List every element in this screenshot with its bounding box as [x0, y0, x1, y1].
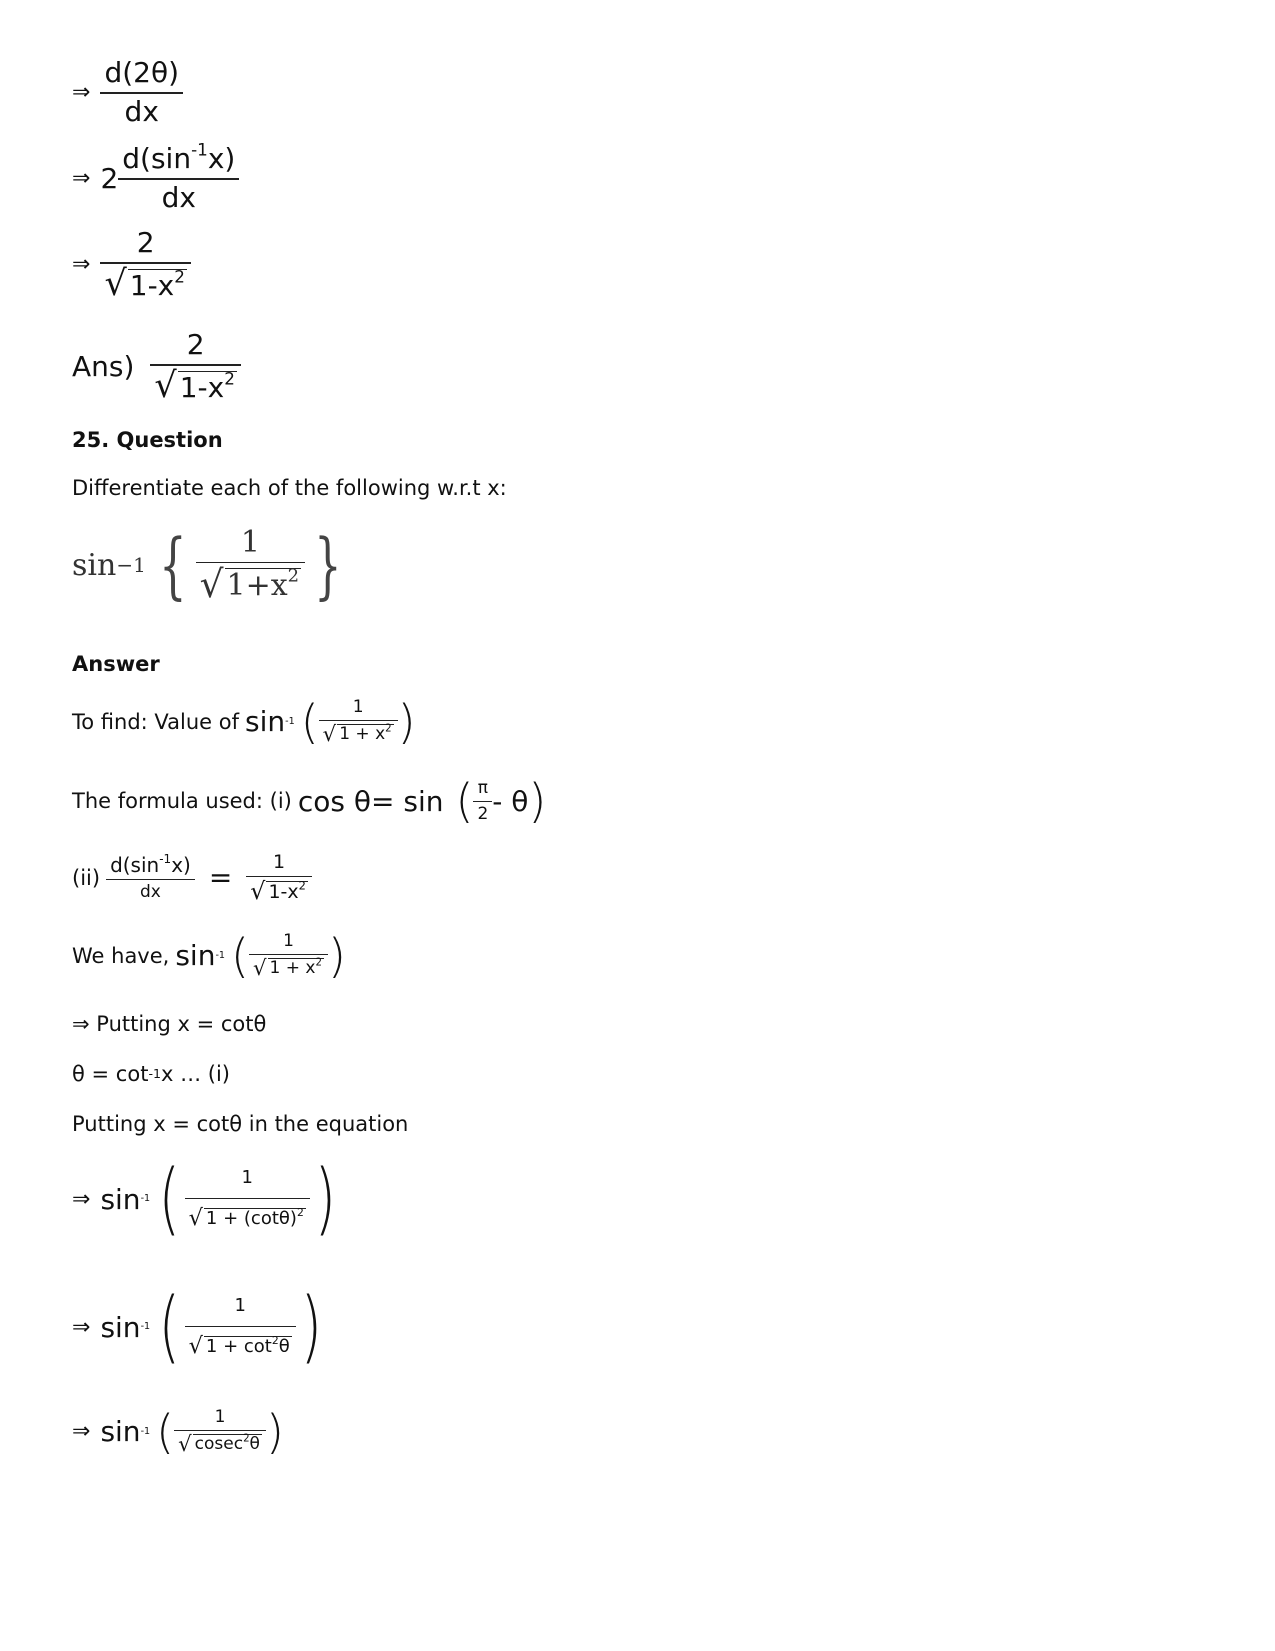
square-root: √ $1 + x^2$: [322, 721, 392, 747]
implies-arrow: ⇒: [72, 80, 91, 106]
putting-line-1: ⇒ Putting x = cotθ: [72, 1012, 267, 1036]
implies-arrow: ⇒: [72, 1419, 91, 1445]
previous-answer: Ans) 2 √ $1-x^2$: [72, 330, 241, 404]
question-title: 25. Question: [72, 428, 223, 452]
answer-title: Answer: [72, 652, 160, 676]
formula-i-line: The formula used: (i) cos θ= sin ( $\frac{\pi}{2}$ - θ ): [72, 774, 547, 828]
step-1: [72, 58, 183, 128]
implies-arrow: ⇒: [72, 1314, 91, 1340]
square-root: √ $1+x^2$: [199, 562, 300, 606]
theta-def-line: θ = cot -1 x … (i): [72, 1062, 230, 1086]
fraction: 1 √ $1 + x^2$: [249, 932, 328, 979]
fraction: $\frac{d(\sin^{-1}x)}{dx}$: [118, 144, 239, 214]
fraction: $\frac{\pi}{2}$: [473, 779, 492, 823]
square-root: √ $1 + x^2$: [253, 955, 322, 981]
we-have-line: We have, sin -1 ( 1 √ $1 + x^2$ ): [72, 928, 346, 983]
fraction: 1 √ $1 + \cot^2\theta$: [185, 1296, 296, 1358]
fraction: 1 √ $1+x^2$: [196, 526, 306, 604]
fraction: 2 √ $1-x^2$: [100, 228, 191, 302]
sin-step-2: ⇒ sin -1 ( 1 √ $1 + \cot^2\theta$ ): [72, 1282, 322, 1372]
implies-arrow: ⇒: [72, 1186, 91, 1212]
fraction: 1 √ $1 + x^2$: [319, 698, 398, 745]
fraction: $\frac{d(\sin^{-1}x)}{dx}$: [106, 854, 195, 902]
fraction: 1 √ $1-x^2$: [246, 852, 312, 904]
square-root: √ cosec$^2$θ: [178, 1431, 260, 1457]
fraction: 1 √ $1 + (\cot\theta)^2$: [185, 1168, 310, 1230]
implies-arrow: ⇒: [72, 252, 91, 278]
step-3: [72, 228, 191, 302]
square-root: √ $1-x^2$: [104, 263, 185, 304]
square-root: √ $1 + \cot^2\theta$: [188, 1333, 290, 1359]
implies-arrow: ⇒: [72, 166, 91, 192]
square-root: √ $1-x^2$: [250, 876, 306, 905]
fraction: $\frac{d(2\theta)}{dx}$: [100, 58, 183, 128]
step-2: ⇒ 2 $\frac{d(\sin^{-1}x)}{dx}$: [72, 144, 239, 214]
square-root: √ $1 + (\cot\theta)^2$: [188, 1205, 304, 1231]
fraction: 1 √ cosec$^2$θ: [174, 1408, 266, 1455]
to-find-line: To find: Value of sin -1 ( 1 √ $1 + x^2$ ): [72, 694, 416, 749]
formula-ii-line: (ii) $\frac{d(\sin^{-1}x)}{dx}$ = 1 √ $1-x^2$: [72, 852, 312, 904]
question-text: Differentiate each of the following w.r.t x:: [72, 476, 507, 500]
square-root: √ $1-x^2$: [154, 365, 235, 406]
fraction: 2 √ $1-x^2$: [150, 330, 241, 404]
sin-step-1: ⇒ sin -1 ( 1 √ $1 + (\cot\theta)^2$ ): [72, 1154, 336, 1244]
question-expression: sin −1 { 1 √ $1+x^2$ }: [72, 523, 342, 607]
sin-step-3: ⇒ sin -1 ( 1 √ cosec$^2$θ ): [72, 1404, 284, 1459]
putting-line-2: Putting x = cotθ in the equation: [72, 1112, 409, 1136]
